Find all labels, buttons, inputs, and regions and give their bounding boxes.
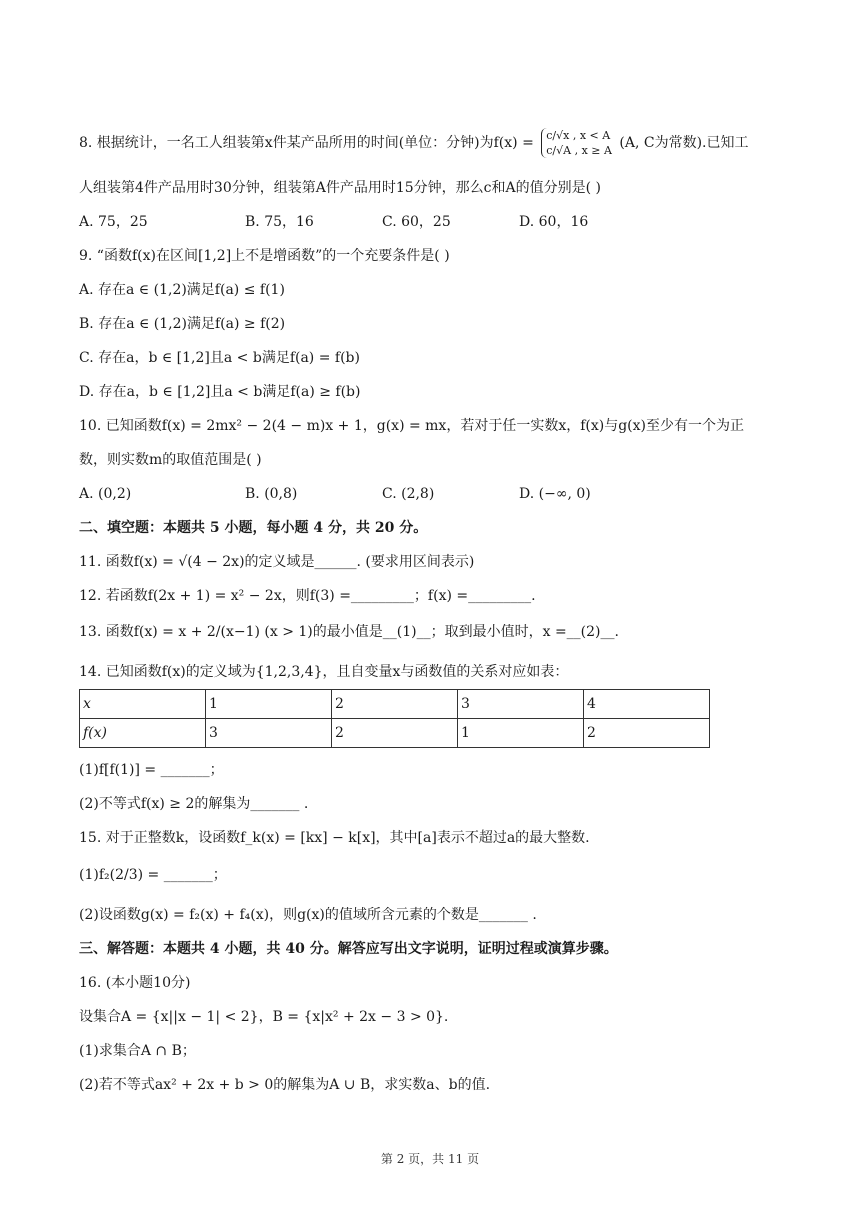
q8-piece1: c/√x , x < A	[546, 129, 611, 142]
q8-option-c: C. 60，25	[382, 214, 451, 230]
q11: 11. 函数f(x) = √(4 − 2x)的定义域是______. (要求用区间表示)	[79, 554, 475, 570]
table-row	[80, 690, 710, 719]
q14-stem: 14. 已知函数f(x)的定义域为{1,2,3,4}，且自变量x与函数值的关系对应如表：	[79, 664, 569, 680]
q8-option-d: D. 60，16	[519, 214, 589, 230]
q8-option-a: A. 75，25	[79, 214, 148, 230]
section3-heading: 三、解答题：本题共 4 小题，共 40 分。解答应写出文字说明，证明过程或演算步骤。	[79, 941, 618, 957]
table-cell: 4	[584, 690, 710, 719]
q15-sub2: (2)设函数g(x) = f₂(x) + f₄(x)，则g(x)的值域所含元素的个数是_______ .	[79, 907, 537, 923]
q15-sub1: (1)f₂(2/3) = _______；	[79, 867, 227, 883]
table-cell: 1	[458, 719, 584, 748]
table-cell: 2	[584, 719, 710, 748]
q9-option-b: B. 存在a ∈ (1,2)满足f(a) ≥ f(2)	[79, 316, 286, 332]
q16-given: 设集合A = {x||x − 1| < 2}，B = {x|x² + 2x − 3 > 0}.	[79, 1009, 449, 1025]
q9-option-a: A. 存在a ∈ (1,2)满足f(a) ≤ f(1)	[79, 282, 285, 298]
q15-stem: 15. 对于正整数k，设函数f_k(x) = [kx] − k[x]，其中[a]表示不超过a的最大整数.	[79, 830, 590, 846]
q14-sub1: (1)f[f(1)] = _______；	[79, 762, 224, 778]
q13: 13. 函数f(x) = x + 2/(x−1) (x > 1)的最小值是__(1)__；取到最小值时，x =__(2)__.	[79, 624, 619, 640]
q14-sub2: (2)不等式f(x) ≥ 2的解集为_______ .	[79, 796, 309, 812]
q8-line1-tail: (A, C为常数).已知工	[619, 135, 749, 151]
q10-option-c: C. (2,8)	[382, 486, 435, 502]
q10-option-a: A. (0,2)	[79, 486, 132, 502]
q16-sub2: (2)若不等式ax² + 2x + b > 0的解集为A ∪ B，求实数a、b的值.	[79, 1077, 491, 1093]
table-cell: f(x)	[80, 719, 206, 748]
section2-heading: 二、填空题：本题共 5 小题，每小题 4 分，共 20 分。	[79, 520, 428, 536]
q10-line2: 数，则实数m的取值范围是( )	[79, 452, 262, 468]
q8-piece2: c/√A , x ≥ A	[546, 144, 612, 157]
table-cell: 2	[332, 719, 458, 748]
table-row	[80, 719, 710, 748]
q10-option-d: D. (−∞, 0)	[519, 486, 591, 502]
q10-line1: 10. 已知函数f(x) = 2mx² − 2(4 − m)x + 1，g(x) = mx，若对于任一实数x，f(x)与g(x)至少有一个为正	[79, 418, 745, 434]
table-cell: 2	[332, 690, 458, 719]
table-cell: 1	[206, 690, 332, 719]
q8-option-b: B. 75，16	[245, 214, 314, 230]
q8-line1	[79, 128, 749, 158]
q16-title: 16. (本小题10分)	[79, 975, 191, 991]
q8-line2: 人组装第4件产品用时30分钟，组装第A件产品用时15分钟，那么c和A的值分别是( )	[79, 180, 601, 196]
table-cell: 3	[458, 690, 584, 719]
q16-sub1: (1)求集合A ∩ B；	[79, 1043, 196, 1059]
q8-line1-text: 8. 根据统计，一名工人组装第x件某产品所用的时间(单位：分钟)为f(x) =	[79, 135, 534, 151]
page-footer: 第 2 页，共 11 页	[380, 1152, 480, 1166]
q9-option-d: D. 存在a，b ∈ [1,2]且a < b满足f(a) ≥ f(b)	[79, 384, 361, 400]
table-cell: 3	[206, 719, 332, 748]
q10-option-b: B. (0,8)	[245, 486, 298, 502]
q9-stem: 9. “函数f(x)在区间[1,2]上不是增函数”的一个充要条件是( )	[79, 248, 450, 264]
table-cell: x	[80, 690, 206, 719]
q9-option-c: C. 存在a，b ∈ [1,2]且a < b满足f(a) = f(b)	[79, 350, 360, 366]
q8-piecewise	[541, 128, 612, 158]
q12: 12. 若函数f(2x + 1) = x² − 2x，则f(3) =_________；f(x) =_________.	[79, 588, 536, 604]
q14-value-table	[79, 689, 710, 748]
